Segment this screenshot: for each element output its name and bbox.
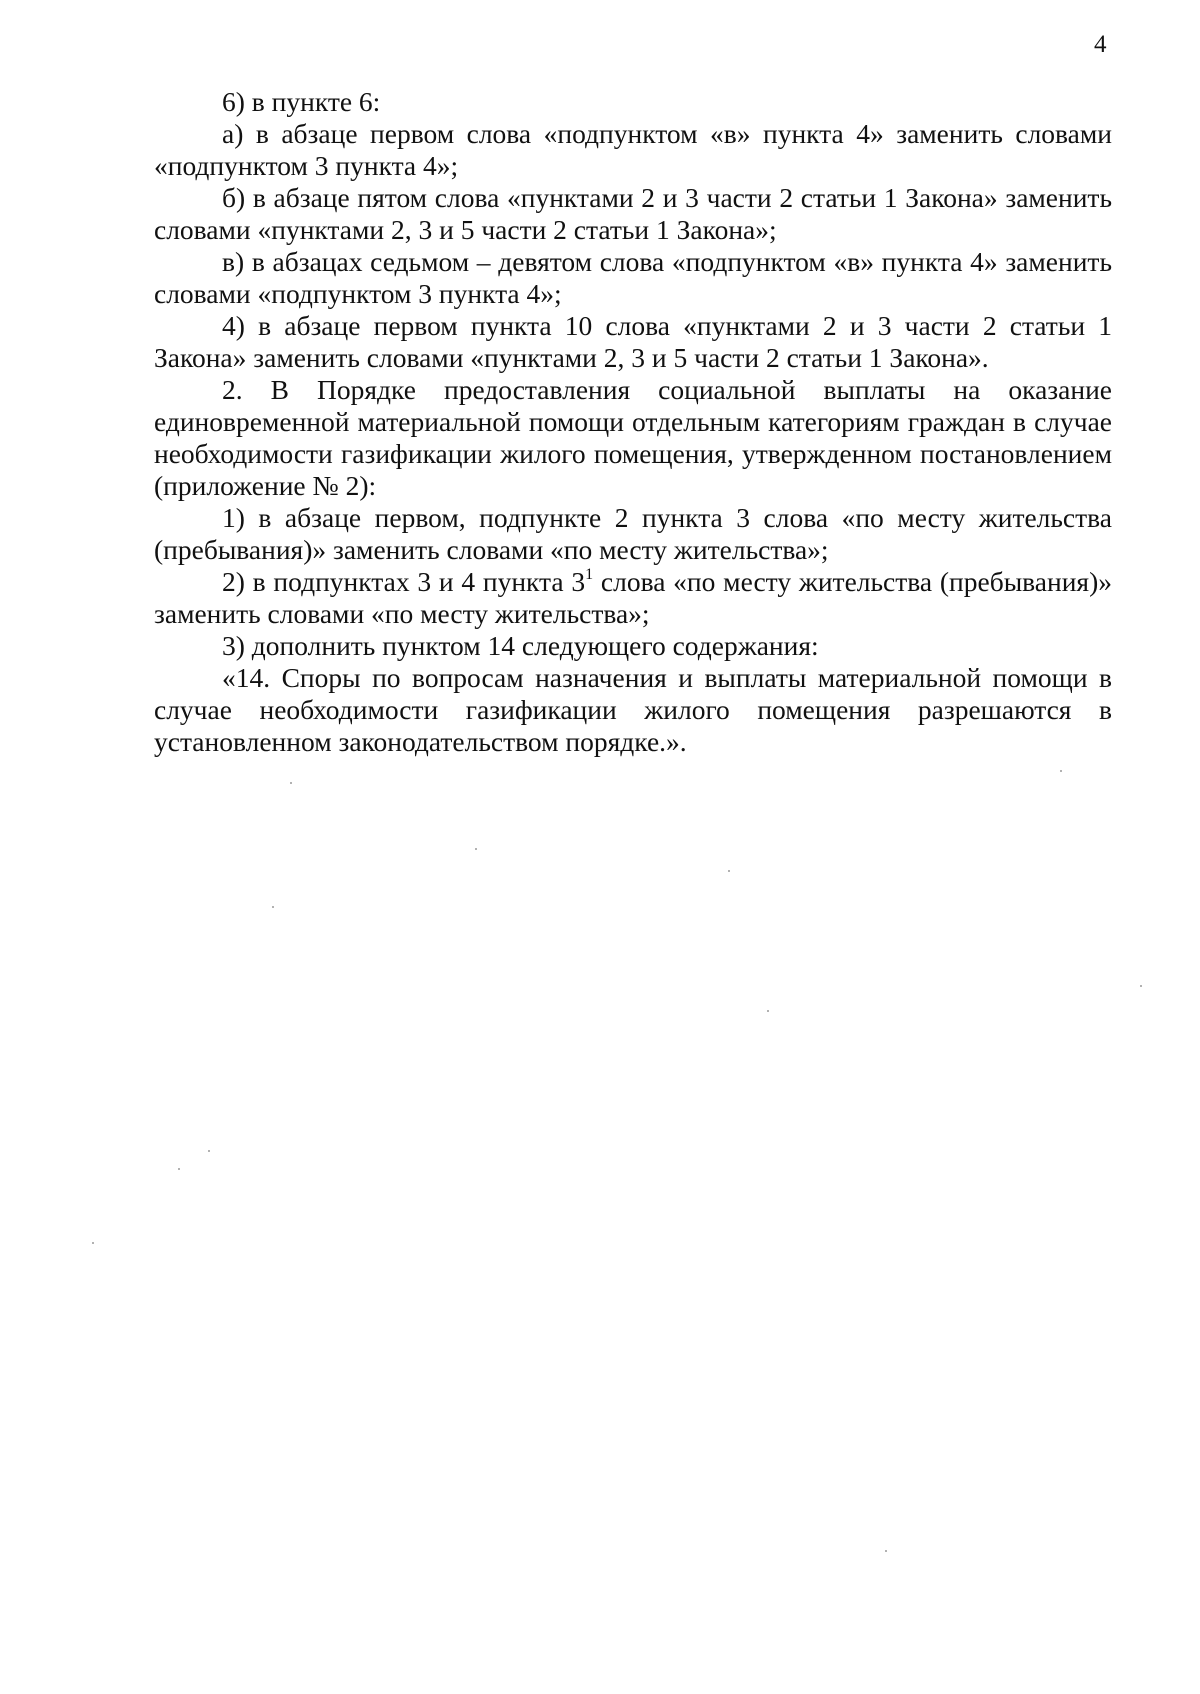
scan-speck	[1140, 985, 1142, 987]
page-number: 4	[1094, 31, 1107, 58]
paragraph-subitem-b: б) в абзаце пятом слова «пунктами 2 и 3 части 2 статьи 1 Закона» заменить словами «пунктами 2, 3 и 5 части 2 статьи 1 Закона»;	[154, 182, 1112, 245]
paragraph-item-2-lead: 2) в подпунктах 3 и 4 пункта 3	[222, 566, 586, 597]
paragraph-item-1: 1) в абзаце первом, подпункте 2 пункта 3 слова «по месту жительства (пребывания)» заменить словами «по месту жительства»;	[154, 502, 1112, 565]
scan-speck	[178, 1168, 180, 1170]
paragraph-section-2: 2. В Порядке предоставления социальной выплаты на оказание единовременной материальной помощи отдельным категориям граждан в случае необходимости газификации жилого помещения, утвержденном постановлением (приложение № 2):	[154, 374, 1112, 501]
paragraph-item-6: 6) в пункте 6:	[222, 86, 381, 117]
scan-speck	[272, 906, 274, 908]
scan-speck	[767, 1010, 769, 1012]
document-body	[154, 86, 1112, 758]
scan-speck	[728, 870, 730, 872]
scan-speck	[475, 848, 477, 850]
paragraph-subitem-v: в) в абзацах седьмом – девятом слова «подпунктом «в» пункта 4» заменить словами «подпунктом 3 пункта 4»;	[154, 246, 1112, 309]
scan-speck	[92, 1242, 94, 1244]
paragraph-item-4: 4) в абзаце первом пункта 10 слова «пунктами 2 и 3 части 2 статьи 1 Закона» заменить словами «пунктами 2, 3 и 5 части 2 статьи 1 Закона».	[154, 310, 1112, 373]
paragraph-clause-14: «14. Споры по вопросам назначения и выплаты материальной помощи в случае необходимости газификации жилого помещения разрешаются в установленном законодательством порядке.».	[154, 662, 1112, 757]
paragraph-item-3: 3) дополнить пунктом 14 следующего содержания:	[222, 630, 819, 661]
scan-speck	[1060, 770, 1062, 772]
superscript-index: 1	[585, 566, 594, 583]
scan-speck	[290, 782, 292, 784]
scan-speck	[208, 1150, 210, 1152]
paragraph-subitem-a: а) в абзаце первом слова «подпунктом «в» пункта 4» заменить словами «подпунктом 3 пункта 4»;	[154, 118, 1112, 181]
paragraph-item-2-rest: слова «по месту жительства (пребывания)» заменить словами «по месту жительства»;	[154, 566, 1112, 629]
scan-speck	[885, 1550, 887, 1552]
paragraph-item-2	[154, 566, 1112, 630]
